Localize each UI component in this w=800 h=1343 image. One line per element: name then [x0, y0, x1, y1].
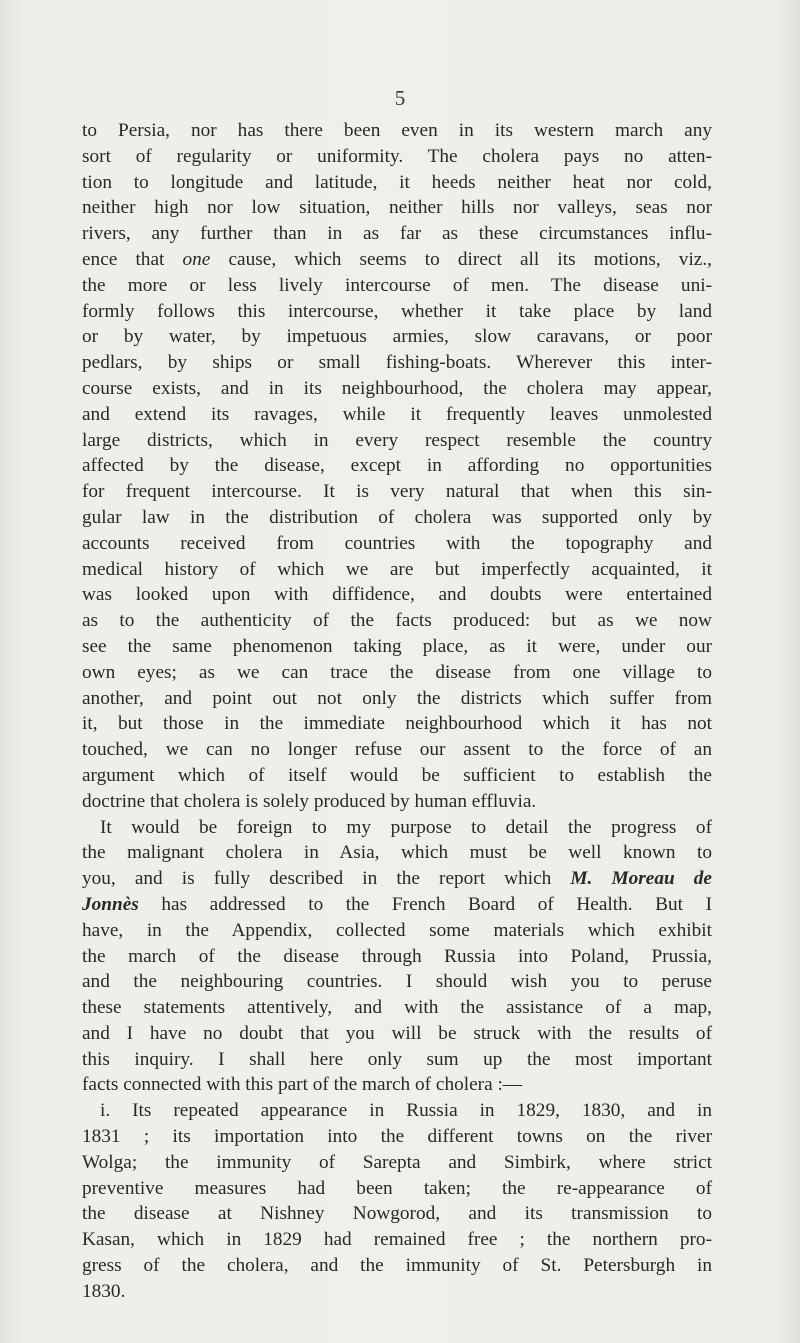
text-line: as to the authenticity of the facts produced: but as we now — [82, 610, 712, 632]
text-line: own eyes; as we can trace the disease from one village to — [82, 661, 712, 683]
text-fragment: ence that — [82, 248, 183, 270]
text-line: and extend its ravages, while it frequently leaves unmolested — [82, 403, 712, 425]
text-line: medical history of which we are but imperfectly acquainted, it — [82, 558, 712, 580]
text-line: large districts, which in every respect resemble the country — [82, 429, 712, 451]
text-line: i. Its repeated appearance in Russia in 1829, 1830, and in — [100, 1100, 712, 1122]
text-line: it, but those in the immediate neighbourhood which it has not — [82, 713, 712, 735]
text-line: preventive measures had been taken; the re-appearance of — [82, 1177, 712, 1199]
text-line: see the same phenomenon taking place, as it were, under our — [82, 635, 712, 657]
text-line: the malignant cholera in Asia, which must be well known to — [82, 842, 712, 864]
text-line: rivers, any further than in as far as these circumstances influ- — [82, 223, 712, 245]
list-item-russia — [82, 1098, 712, 1304]
text-line: was looked upon with diffidence, and doubts were entertained — [82, 584, 712, 606]
text-line: for frequent intercourse. It is very natural that when this sin- — [82, 481, 712, 503]
text-fragment: you, and is fully described in the report which — [82, 868, 571, 890]
text-line: facts connected with this part of the march of cholera :— — [82, 1074, 523, 1096]
text-line — [82, 247, 712, 273]
text-line: formly follows this intercourse, whether it take place by land — [82, 300, 712, 322]
text-line: another, and point out not only the districts which suffer from — [82, 687, 712, 709]
text-line: the march of the disease through Russia into Poland, Prussia, — [82, 945, 712, 967]
text-line: 1831 ; its importation into the different towns on the river — [82, 1126, 712, 1148]
paragraph-cholera-intercourse — [82, 118, 712, 815]
author-name: M. Moreau de — [570, 868, 712, 890]
text-line — [82, 866, 712, 892]
text-line: accounts received from countries with the topography and — [82, 532, 712, 554]
text-line: affected by the disease, except in affording no opportunities — [82, 455, 712, 477]
italic-emphasis: one — [182, 248, 211, 270]
text-line: and I have no doubt that you will be struck with the results of — [82, 1022, 712, 1044]
text-line: course exists, and in its neighbourhood, the cholera may appear, — [82, 377, 712, 399]
text-line: Wolga; the immunity of Sarepta and Simbirk, where strict — [82, 1151, 712, 1173]
text-line: these statements attentively, and with the assistance of a map, — [82, 997, 712, 1019]
text-line: have, in the Appendix, collected some materials which exhibit — [82, 919, 712, 941]
text-line: argument which of itself would be sufficient to establish the — [82, 764, 712, 786]
text-line: this inquiry. I shall here only sum up the most important — [82, 1048, 712, 1070]
text-line: the more or less lively intercourse of men. The disease uni- — [82, 274, 712, 296]
page-number: 5 — [394, 86, 406, 110]
text-line: tion to longitude and latitude, it heeds neither heat nor cold, — [82, 171, 712, 193]
text-line — [82, 892, 712, 918]
body-text — [82, 118, 712, 1305]
paragraph-march-of-cholera — [82, 815, 712, 1099]
text-line: pedlars, by ships or small fishing-boats. Wherever this inter- — [82, 352, 712, 374]
text-line: doctrine that cholera is solely produced by human effluvia. — [82, 790, 537, 812]
text-line: the disease at Nishney Nowgorod, and its transmission to — [82, 1203, 712, 1225]
text-fragment: has addressed to the French Board of Health. But I — [138, 893, 712, 915]
text-line: 1830. — [82, 1280, 126, 1302]
author-name: Jonnès — [82, 893, 139, 915]
text-line: or by water, by impetuous armies, slow caravans, or poor — [82, 326, 712, 348]
text-line: Kasan, which in 1829 had remained free ; the northern pro- — [82, 1229, 712, 1251]
text-line: gular law in the distribution of cholera was supported only by — [82, 506, 712, 528]
text-line: and the neighbouring countries. I should wish you to peruse — [82, 971, 712, 993]
text-line: sort of regularity or uniformity. The cholera pays no atten- — [82, 145, 712, 167]
text-line: to Persia, nor has there been even in its western march any — [82, 120, 712, 141]
text-line: touched, we can no longer refuse our assent to the force of an — [82, 739, 712, 761]
text-line: neither high nor low situation, neither hills nor valleys, seas nor — [82, 197, 712, 219]
text-fragment: cause, which seems to direct all its motions, viz., — [210, 248, 713, 270]
text-line: gress of the cholera, and the immunity of St. Petersburgh in — [82, 1255, 712, 1277]
text-line: It would be foreign to my purpose to detail the progress of — [100, 816, 712, 838]
